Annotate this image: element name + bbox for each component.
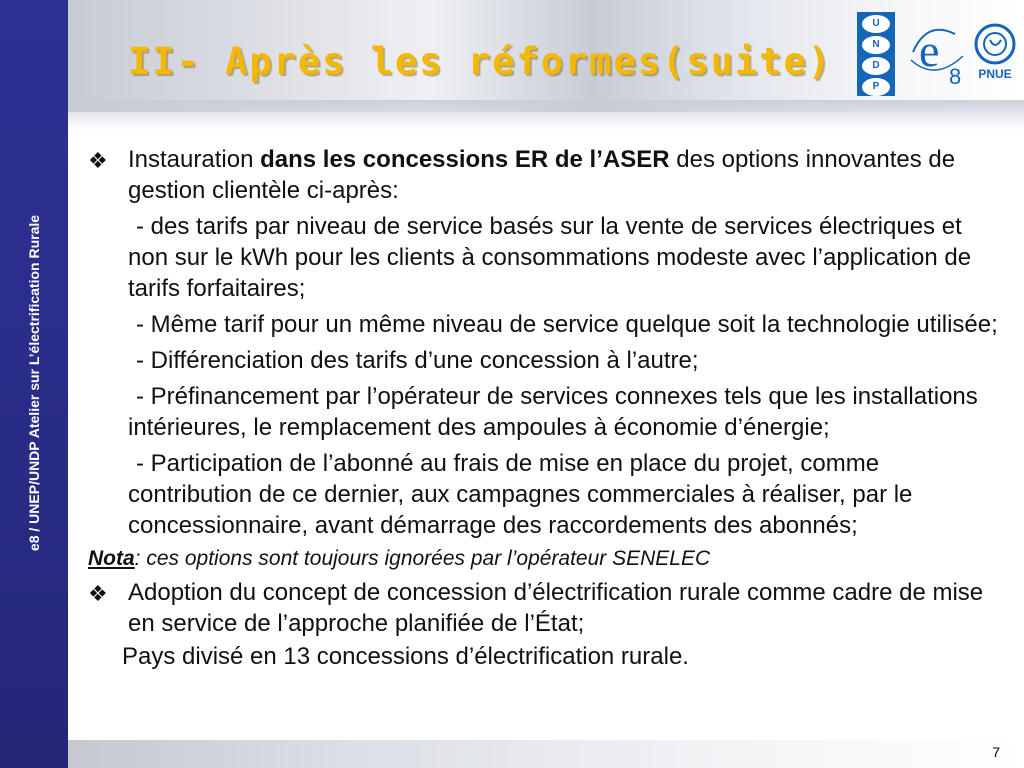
bullet-2-text: Adoption du concept de concession d’électrification rurale comme cadre de mise en service de l’approche planifiée de l’État; (128, 579, 984, 637)
bullet-1-rest: des options innovantes de gestion clientèle ci-après: (128, 146, 956, 204)
undp-letter-n: N (862, 36, 890, 54)
sub-item-text: - Même tarif pour un même niveau de service quelque soit la technologie utilisée; (136, 311, 998, 338)
nota-text: : ces options sont toujours ignorées par l’opérateur SENELEC (134, 547, 711, 570)
undp-logo (857, 12, 895, 96)
sub-item-meme-tarif (88, 309, 998, 340)
header-shade (68, 100, 1024, 130)
e8-number: 8 (949, 64, 962, 89)
sub-item-text: - des tarifs par niveau de service basés sur la vente de services électriques et non sur le kWh pour les clients à consommations modeste avec l’application de tarifs forfaitaires; (128, 213, 972, 302)
slide-title: II- Après les réformes(suite) (128, 40, 833, 83)
e8-logo (905, 12, 967, 92)
sub-item-participation (88, 448, 998, 541)
undp-letter-u: U (862, 15, 890, 33)
sub-item-text: - Participation de l’abonné au frais de mise en place du projet, comme contribution de ce dernier, aux campagnes commerciales à réaliser, par le concessionnaire, avant démarrage des raccordements des abonnés; (128, 450, 913, 539)
footer-strip (68, 740, 1024, 768)
pnue-logo (968, 20, 1022, 82)
diamond-bullet-icon: ❖ (88, 148, 108, 173)
undp-letter-d: D (862, 57, 890, 75)
pnue-label: PNUE (978, 67, 1012, 81)
diamond-bullet-icon: ❖ (88, 581, 108, 606)
sub-item-prefinancement (88, 381, 998, 443)
sub-item-text: - Différenciation des tarifs d’une concession à l’autre; (136, 347, 699, 374)
sub-item-differenciation (88, 345, 998, 376)
slide-content (88, 144, 998, 672)
bullet-adoption (88, 577, 998, 639)
e8-letter: e (919, 25, 940, 76)
sidebar-caption: e8 / UNEP/UNDP Atelier sur L’électrification Rurale (26, 214, 42, 552)
sub-item-text: - Préfinancement par l’opérateur de services connexes tels que les installations intérieures, le remplacement des ampoules à économie d’énergie; (128, 383, 978, 441)
bullet-1-intro: Instauration (128, 146, 261, 173)
undp-letter-p: P (862, 78, 890, 96)
bullet-instauration (88, 144, 998, 206)
nota-label: Nota (88, 547, 135, 570)
bullet-1-bold: dans les concessions ER de l’ASER (260, 146, 670, 173)
sub-item-tarifs-niveau (88, 211, 998, 304)
page-number: 7 (992, 744, 1000, 760)
sidebar-band (0, 0, 68, 768)
pays-line: Pays divisé en 13 concessions d’électrification rurale. (122, 643, 689, 670)
nota-line (88, 545, 998, 573)
